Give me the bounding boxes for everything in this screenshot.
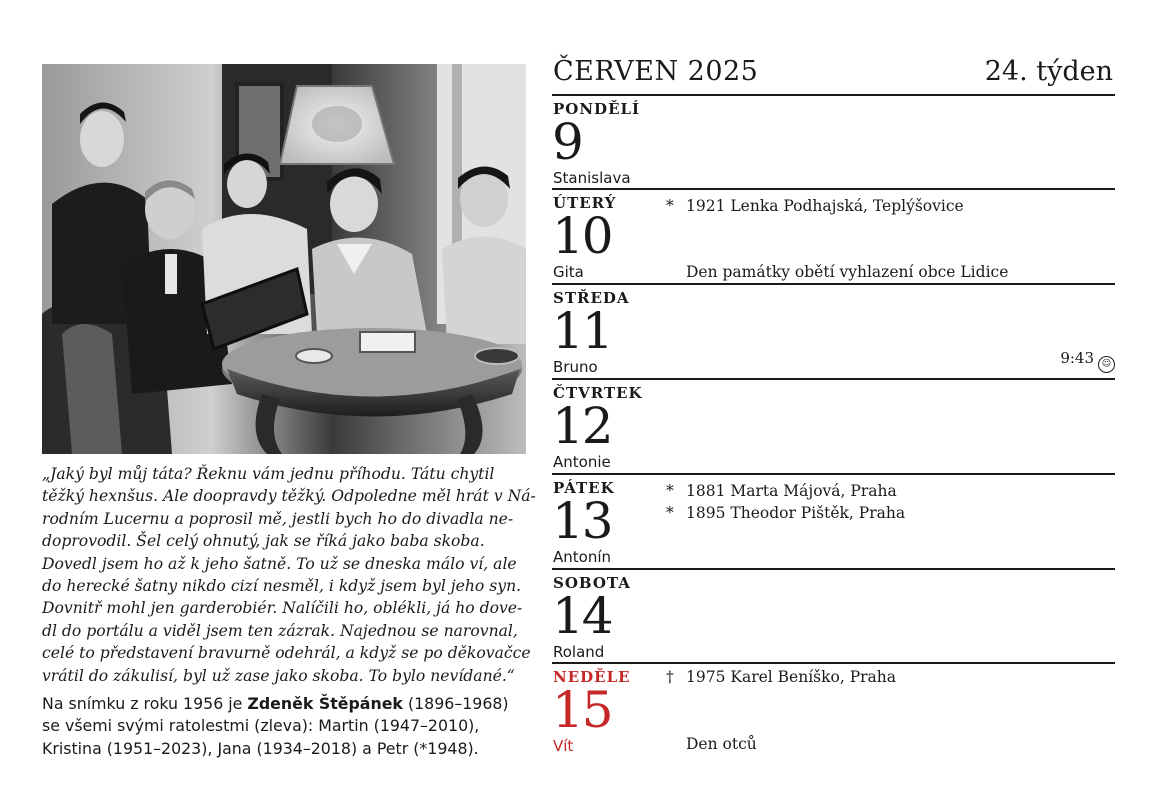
day-name: PÁTEK <box>553 479 615 497</box>
nameday: Roland <box>553 643 605 661</box>
quote-line: vrátil do zákulisí, byl už zase jako skoba. To bylo nevídané.“ <box>42 666 515 685</box>
day-row-thursday <box>552 380 1115 474</box>
day-row-wednesday <box>552 285 1115 379</box>
day-name: STŘEDA <box>553 289 630 307</box>
event-text: 1975 Karel Beníško, Praha <box>686 668 896 686</box>
caption-text: (1896–1968) <box>402 694 509 713</box>
quote-line: Dovnitř mohl jen garderobiér. Nalíčili ho, oblékli, já ho dove- <box>42 599 523 618</box>
moon-phase-icon: ☺ <box>1098 356 1115 373</box>
birth-event <box>666 504 905 522</box>
moon-phase <box>1060 349 1115 373</box>
quote-line: do herecké šatny nikdo cizí nesměl, i když jsem byl jeho syn. <box>42 577 522 596</box>
day-note: Den otců <box>686 735 757 753</box>
quote-line: celé to představení bravurně odehrál, a když se po děkovačce <box>42 644 531 663</box>
caption-text: Na snímku z roku 1956 je <box>42 694 248 713</box>
day-number: 11 <box>552 302 612 360</box>
month-year-title: ČERVEN 2025 <box>553 56 759 87</box>
quote-text <box>42 463 536 687</box>
caption-line: Kristina (1951–2023), Jana (1934–2018) a Petr (*1948). <box>42 738 479 758</box>
event-text: 1921 Lenka Podhajská, Teplýšovice <box>686 197 964 215</box>
birth-event <box>666 482 897 500</box>
nameday: Vít <box>553 737 574 755</box>
day-number: 12 <box>552 397 612 455</box>
day-name: NEDĚLE <box>553 668 631 686</box>
quote-line: Dovedl jsem ho až k jeho šatně. To už se dneska málo ví, ale <box>42 554 517 573</box>
nameday: Stanislava <box>553 169 631 187</box>
day-name: ÚTERÝ <box>553 194 617 212</box>
day-row-monday <box>552 96 1115 190</box>
day-name: SOBOTA <box>553 574 631 592</box>
moon-time: 9:43 <box>1060 349 1094 367</box>
day-number: 10 <box>552 207 612 265</box>
birth-event <box>666 197 964 215</box>
birth-asterisk-icon: * <box>666 482 674 500</box>
day-name: ČTVRTEK <box>553 384 643 402</box>
nameday: Bruno <box>553 358 598 376</box>
quote-line: doprovodil. Šel celý ohnutý, jak se říká jako baba skoba. <box>42 532 485 551</box>
day-row-saturday <box>552 570 1115 664</box>
caption-person-name: Zdeněk Štěpánek <box>247 694 403 713</box>
day-row-tuesday <box>552 190 1115 284</box>
birth-asterisk-icon: * <box>666 197 674 215</box>
event-text: 1895 Theodor Pištěk, Praha <box>686 504 906 522</box>
family-photo <box>42 64 526 454</box>
week-number: 24. týden <box>984 56 1113 87</box>
caption-line <box>42 693 532 715</box>
day-note: Den památky obětí vyhlazení obce Lidice <box>686 263 1009 281</box>
nameday: Antonín <box>553 548 612 566</box>
photo-caption <box>42 693 532 760</box>
day-number: 9 <box>552 113 582 171</box>
day-row-sunday <box>552 664 1115 758</box>
birth-asterisk-icon: * <box>666 504 674 522</box>
death-cross-icon: † <box>666 668 674 686</box>
nameday: Gita <box>553 263 584 281</box>
nameday: Antonie <box>553 453 611 471</box>
day-name: PONDĚLÍ <box>553 100 641 118</box>
quote-line: dl do portálu a viděl jsem ten zázrak. Najednou se narovnal, <box>42 621 518 640</box>
event-text: 1881 Marta Májová, Praha <box>686 482 897 500</box>
quote-line: těžký hexnšus. Ale doopravdy těžký. Odpoledne měl hrát v Ná- <box>42 487 536 506</box>
photo-illustration <box>42 64 526 454</box>
death-event <box>666 668 896 686</box>
day-number: 13 <box>552 492 612 550</box>
caption-line: se všemi svými ratolestmi (zleva): Martin (1947–2010), <box>42 716 480 736</box>
day-row-friday <box>552 475 1115 569</box>
quote-line: „Jaký byl můj táta? Řeknu vám jednu příhodu. Tátu chytil <box>42 465 495 483</box>
quote-line: rodním Lucernu a poprosil mě, jestli bych ho do divadla ne- <box>42 509 514 528</box>
day-number: 15 <box>552 681 612 739</box>
day-number: 14 <box>552 587 612 645</box>
